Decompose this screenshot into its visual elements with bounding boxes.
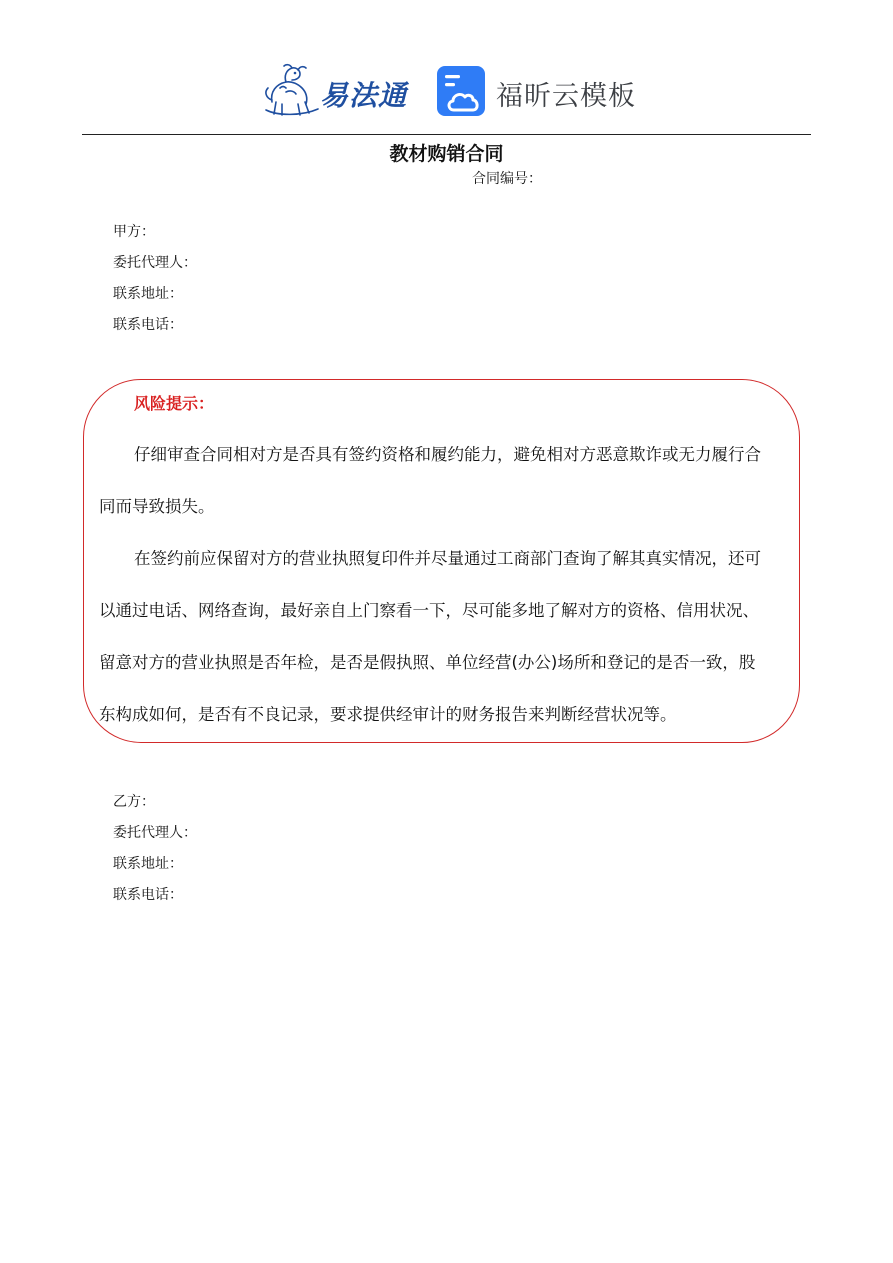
risk-warning-title: 风险提示： — [134, 394, 215, 413]
risk-paragraph-1-line-2: 同而导致损失。 — [99, 497, 215, 516]
document-title: 教材购销合同 — [389, 143, 504, 165]
qilin-logo-icon — [262, 62, 324, 118]
fuxin-logo — [436, 64, 636, 118]
party-b-name-field: 乙方： — [113, 794, 155, 810]
party-b-block — [113, 791, 713, 915]
risk-paragraph-2-line-2: 以通过电话、网络查询，最好亲自上门察看一下，尽可能多地了解对方的资格、信用状况、 — [99, 601, 759, 620]
contract-number-label: 合同编号： — [472, 171, 542, 187]
page-header — [0, 58, 893, 122]
yifatong-logo — [262, 62, 422, 118]
party-a-block — [113, 221, 713, 345]
party-b-address-field: 联系地址： — [113, 856, 183, 872]
party-a-phone-field: 联系电话： — [113, 317, 183, 333]
header-divider — [82, 134, 811, 135]
cloud-doc-app-icon — [436, 64, 488, 118]
risk-paragraph-2-line-1: 在签约前应保留对方的营业执照复印件并尽量通过工商部门查询了解其真实情况，还可 — [134, 549, 761, 568]
party-b-phone-field: 联系电话： — [113, 887, 183, 903]
yifatong-brand-text: 易法通 — [320, 79, 408, 112]
risk-paragraph-2-line-3: 留意对方的营业执照是否年检，是否是假执照、单位经营(办公)场所和登记的是否一致，股 — [99, 653, 756, 672]
party-a-agent-field: 委托代理人： — [113, 255, 197, 271]
party-a-name-field: 甲方： — [113, 224, 155, 240]
fuxin-brand-text: 福昕云模板 — [496, 81, 636, 112]
risk-paragraph-1-line-1: 仔细审查合同相对方是否具有签约资格和履约能力，避免相对方恶意欺诈或无力履行合 — [134, 445, 761, 464]
risk-paragraph-2-line-4: 东构成如何，是否有不良记录，要求提供经审计的财务报告来判断经营状况等。 — [99, 705, 677, 724]
party-a-address-field: 联系地址： — [113, 286, 183, 302]
party-b-agent-field: 委托代理人： — [113, 825, 197, 841]
